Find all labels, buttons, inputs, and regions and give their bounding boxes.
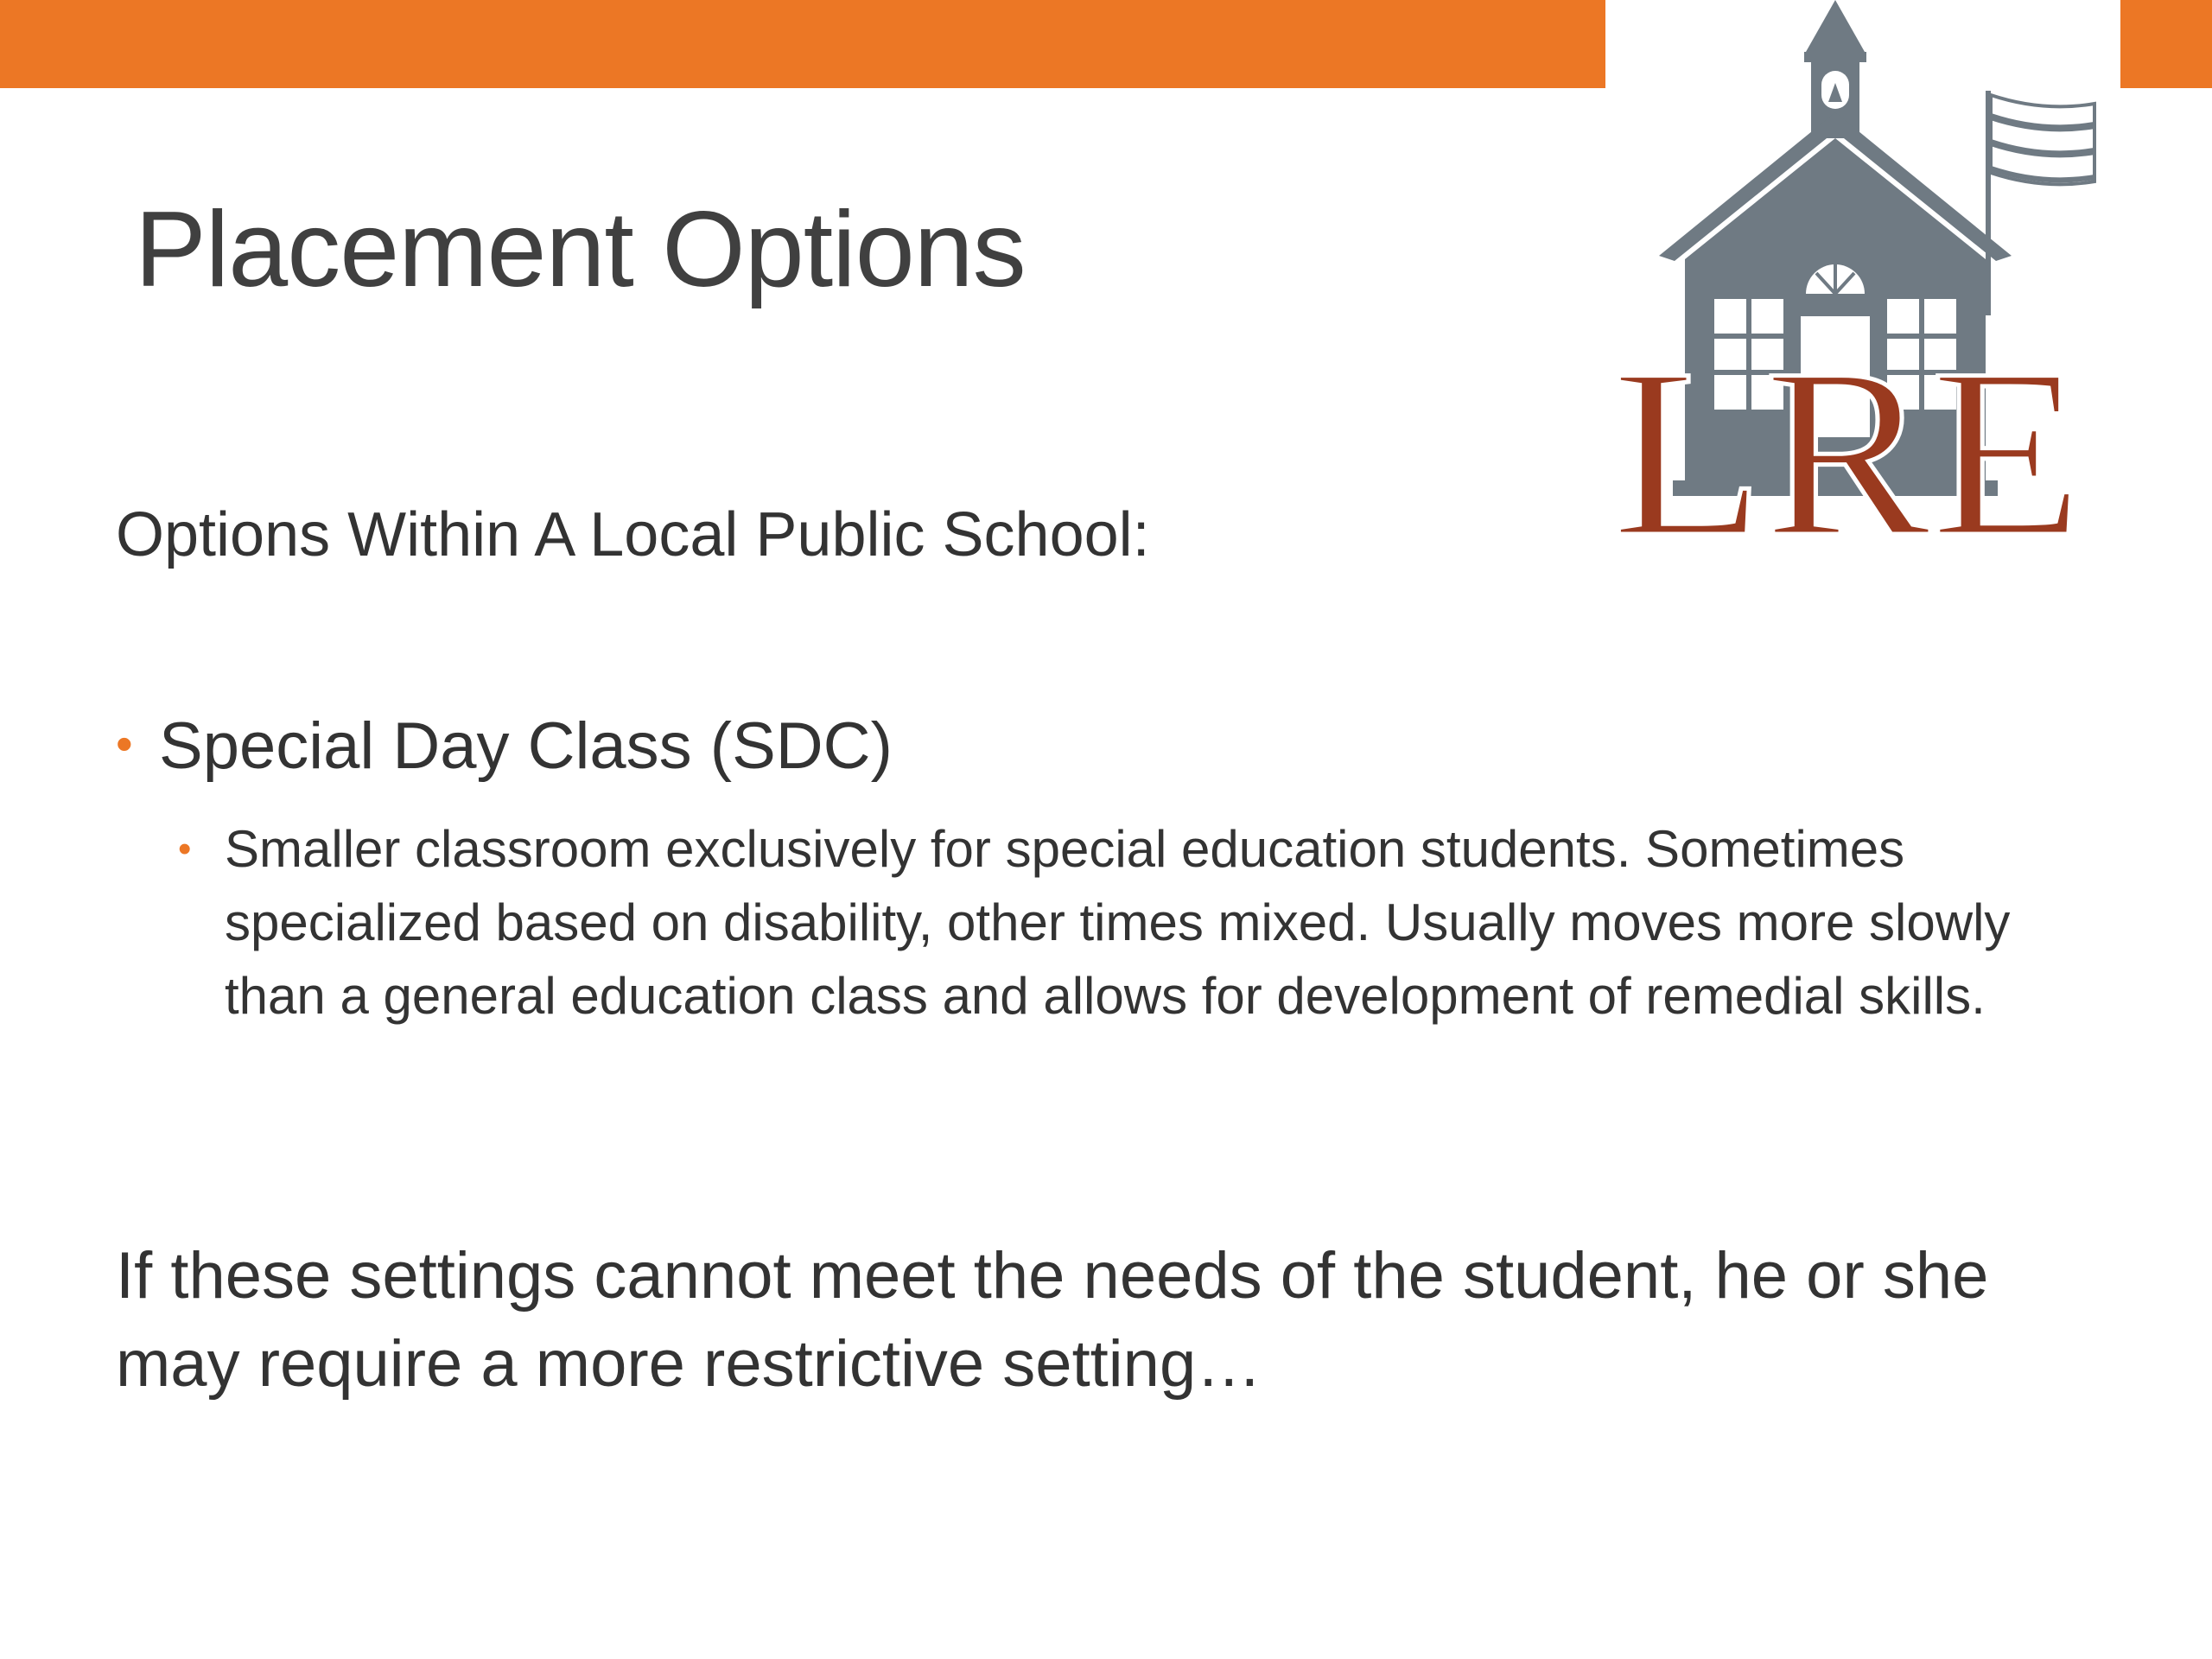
- bullet-dot-icon: •: [116, 716, 133, 771]
- schoolhouse-icon: [1605, 0, 2120, 553]
- section-heading: Options Within A Local Public School:: [116, 500, 1150, 569]
- lre-logo-text: LRE: [1611, 318, 2083, 553]
- sub-bullet-dot-icon: •: [178, 828, 192, 870]
- lre-logo: [1605, 0, 2120, 553]
- bullet-text: Special Day Class (SDC): [159, 709, 893, 783]
- slide-title: Placement Options: [135, 190, 1026, 309]
- sub-bullet-text: Smaller classroom exclusively for special education students. Sometimes specialized based on disability, other times mixed. Usually moves more slowly than a general education class and allows for development of remedial skills.: [225, 820, 2011, 1025]
- sub-bullet-item: [178, 812, 2105, 1033]
- closing-statement: If these settings cannot meet the needs of the student, he or she may require a more restrictive setting…: [116, 1239, 1989, 1401]
